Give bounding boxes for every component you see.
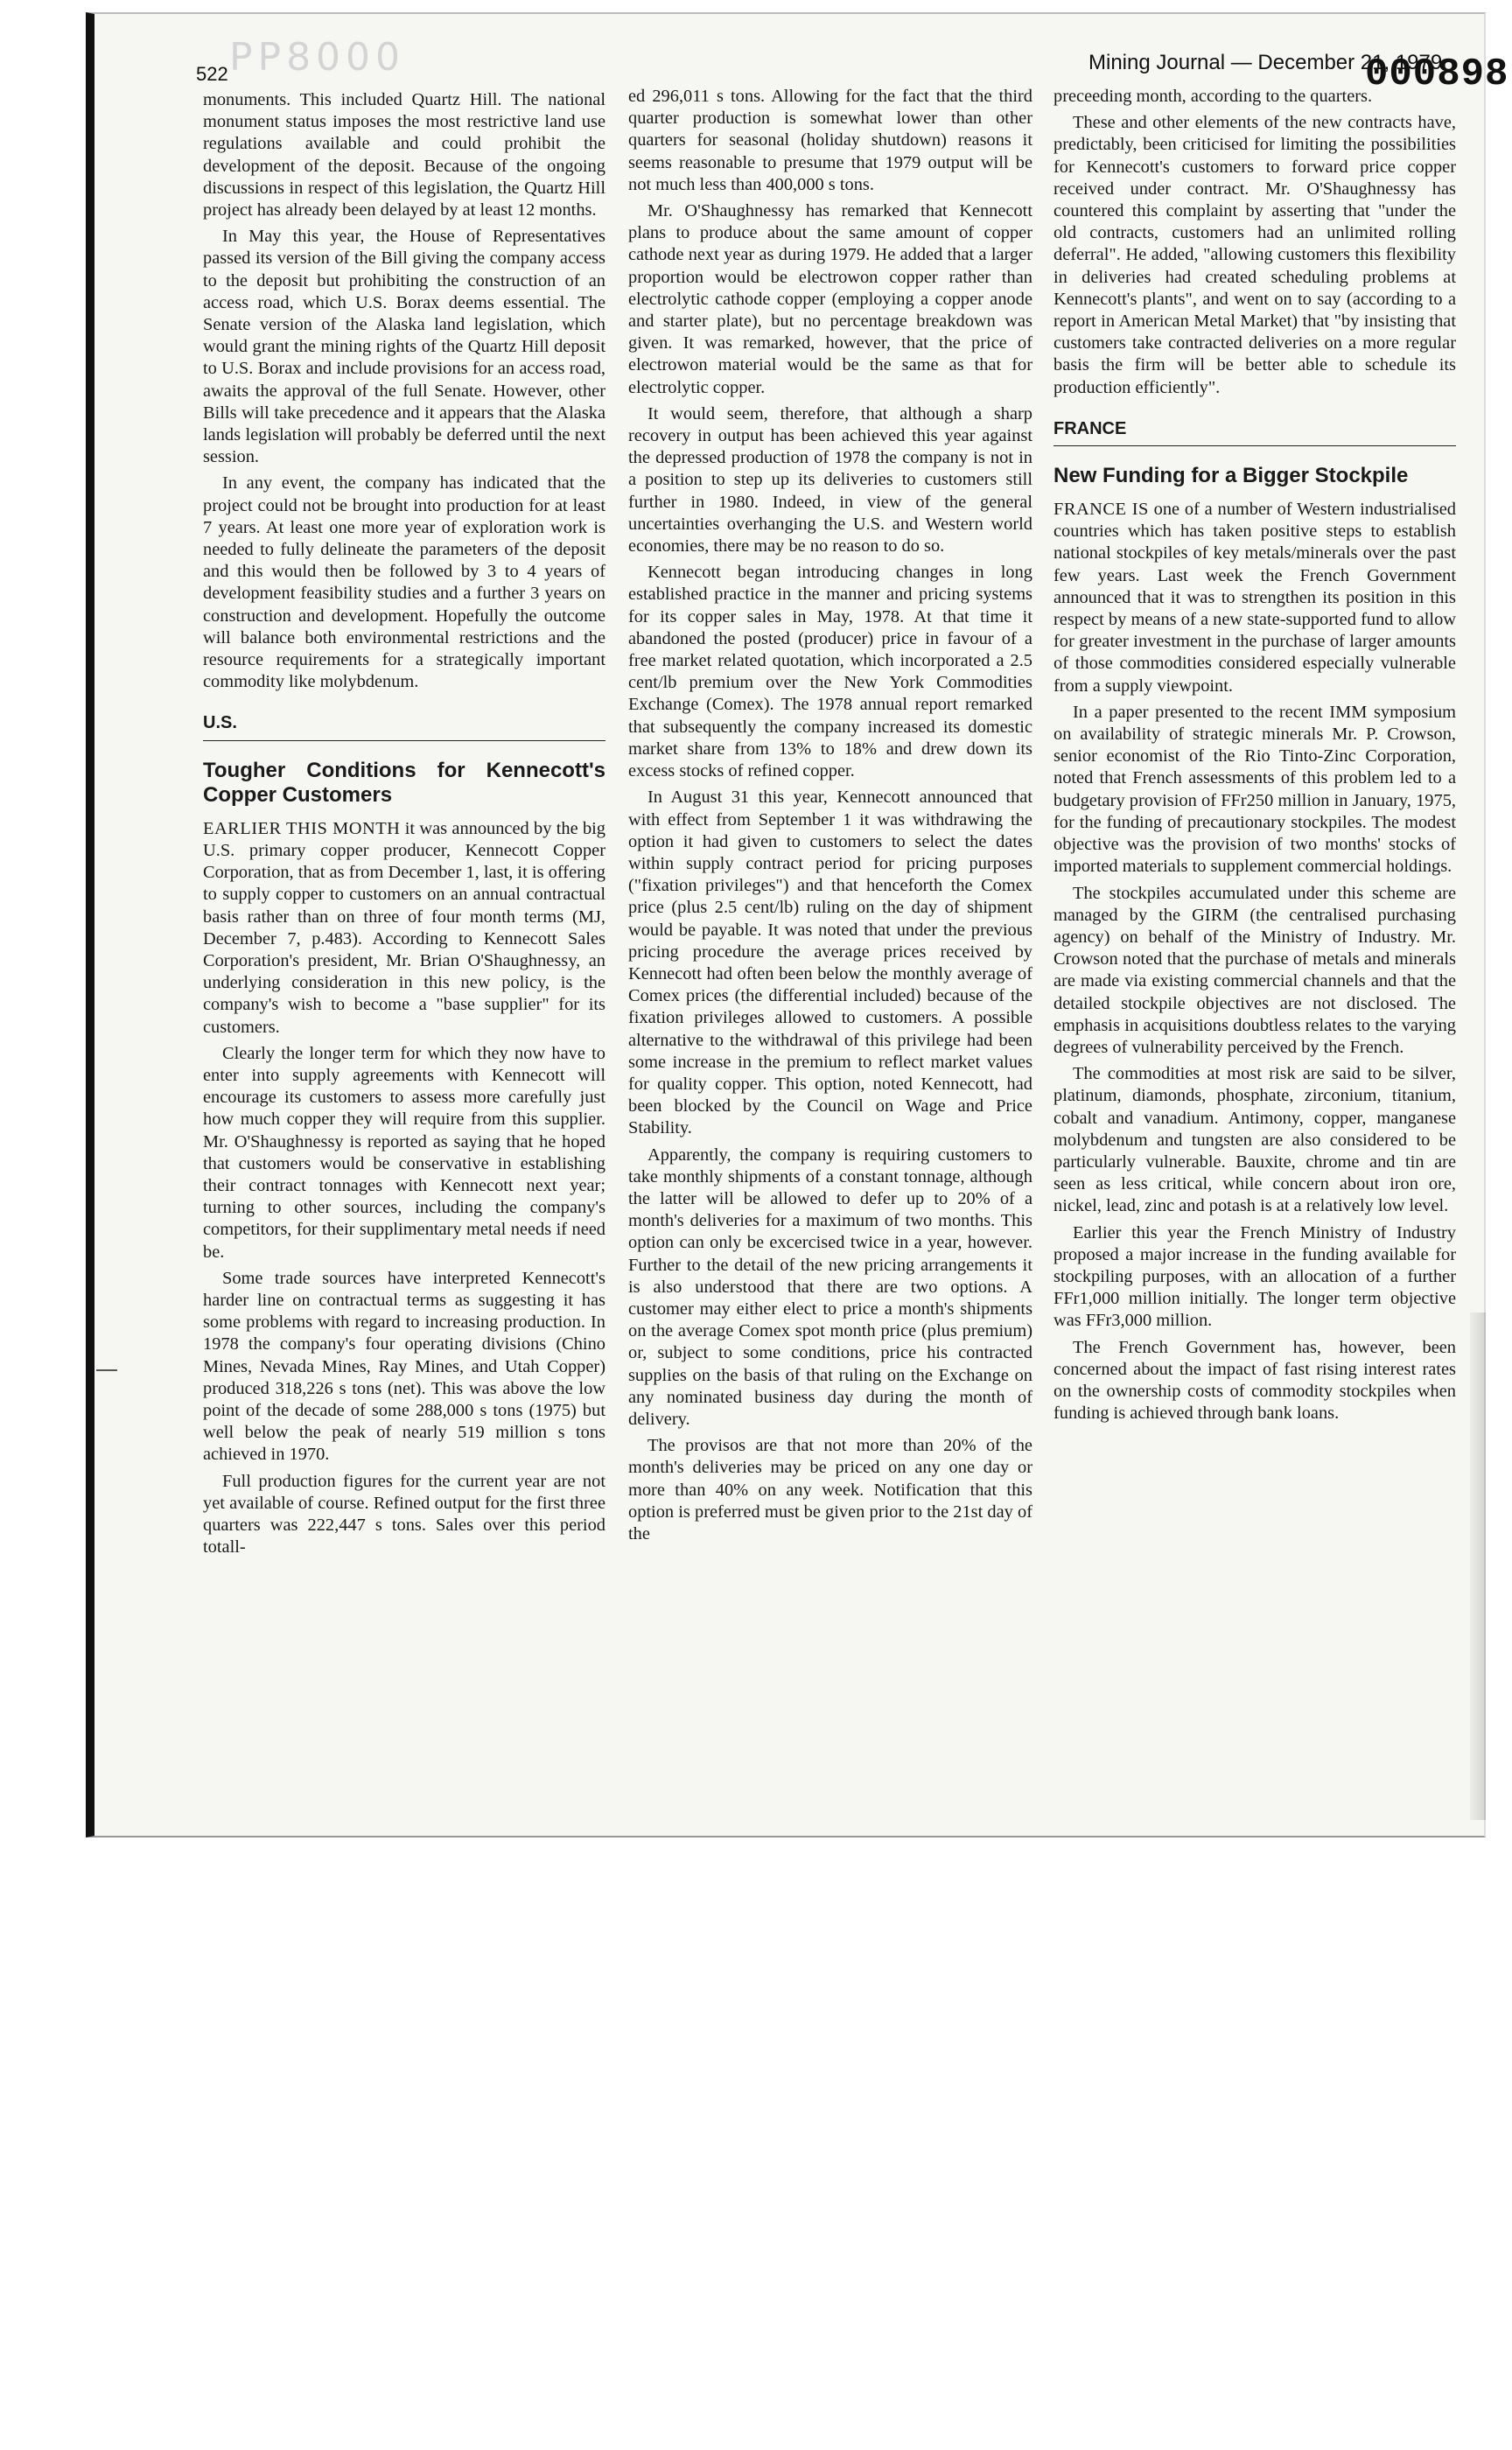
paragraph: In May this year, the House of Representatives passed its version of the Bill giving the company access to the deposit but prohibiting the construction of an access road, which U.S. Borax deems essential. The Senate version of the Alaska land legislation, which would grant the mining rights of the Quartz Hill deposit to U.S. Borax and include provisions for an access road, awaits the approval of the full Senate. However, other Bills will take precedence and it appears that the Alaska lands legislation will probably be deferred until the next session. [203,227,606,467]
paragraph: Earlier this year the French Ministry of Industry proposed a major increase in the funding available for stockpiling purposes, with an allocation of a further FFr1,000 million initially. The longer term objective was FFr3,000 million. [1054,1222,1456,1331]
paragraph: In a paper presented to the recent IMM symposium on availability of strategic minerals Mr. P. Crowson, senior economist of the Rio Tinto-Zinc Corporation, noted that French assessments of this problem led to a budgetary provision of FFr250 million in January, 1975, for the funding of precautionary stockpiles. The modest objective was the provision of two months' stocks of imported materials to supplement commercial holdings. [1054,702,1456,877]
column-2 [628,86,1032,1832]
article-headline: New Funding for a Bigger Stockpile [1054,464,1409,488]
page-number: 522 [196,63,228,85]
paragraph: Apparently, the company is requiring customers to take monthly shipments of a constant tonnage, although the latter will be allowed to defer up to 20% of a month's deliveries for a maximum of two months. This option can only be excercised twice in a year, however. Further to the detail of the new pricing arrangements it is also understood that there are two options. A customer may either elect to price a month's shipments on the average Comex spot month price (plus premium) or, subject to some conditions, price his contracted supplies on the basis of that ruling on the Exchange on any nominated business day during the month of delivery. [628,1144,1032,1429]
lead-caps: EARLIER THIS MONTH [203,818,401,838]
paragraph: In any event, the company has indicated that the project could not be brought into production for at least 7 years. At least one more year of exploration work is needed to fully delineate the parameters of the deposit and this would then be followed by 3 to 4 years of development feasibility studies and a further 3 years on construction and development. Hopefully the outcome will balance both environmental restrictions and the resource requirements for a strategically important commodity like molybdenum. [203,473,606,692]
article-headline: Tougher Conditions for Kennecott's Copper Customers [203,758,606,807]
lead-paragraph [203,818,606,1039]
document-number-stamp: 000898 [1365,52,1509,96]
section-label-us: U.S. [203,712,606,740]
paragraph: Mr. O'Shaughnessy has remarked that Kennecott plans to produce about the same amount of copper cathode next year as during 1979. He added that a larger proportion would be electrowon copper rather than electrolytic cathode copper (employing a copper anode and starter plate), but no percentage breakdown was given. It was remarked, however, that the price of electrowon material would be the same as that for electrolytic copper. [628,201,1032,397]
lead-text: it was announced by the big U.S. primary copper producer, Kennecott Copper Corporation, that as from December 1, last, it is offering to supply copper to customers on an annual contractual basis rather than on three of four month terms (MJ, December 7, p.483). According to Kennecott Sales Corporation's president, Mr. Brian O'Shaughnessy, an underlying consideration in this new policy, is the company's wish to become a "base supplier" for its customers. [203,818,606,1037]
paragraph: Kennecott began introducing changes in long established practice in the manner and pricing systems for its copper sales in May, 1978. At that time it abandoned the posted (producer) price in favour of a free market related quotation, which incorporated a 2.5 cent/lb premium over the New York Commodities Exchange (Comex). The 1978 annual report remarked that subsequently the company increased its domestic market share from 13% to 18% and drew down its excess stocks of refined copper. [628,563,1032,781]
paragraph: It would seem, therefore, that although a sharp recovery in output has been achieved this year against the depressed production of 1978 the company is not in a position to step up its deliveries to customers still further in 1980. Indeed, in view of the general uncertainties overhanging the U.S. and Western world economies, there may be no reason to do so. [628,403,1032,556]
column-1 [203,89,606,1830]
faint-stamp: PP8000 [229,35,406,80]
lead-text: one of a number of Western industrialised countries which has taken positive steps to establish national stockpiles of key metals/minerals over the past few years. Last week the French Government announced that it was to strengthen its position in this respect by means of a new state-supported fund to allow for greater investment in the purchase of larger amounts of those commodities considered especially vulnerable from a supply viewpoint. [1054,500,1456,696]
paragraph: Clearly the longer term for which they now have to enter into supply agreements with Kennecott will encourage its customers to assess more carefully just how much copper they will require from this supplier. Mr. O'Shaughnessy is reported as saying that he hoped that customers would be conservative in establishing their contract tonnages with Kennecott next year; turning to other sources, including the company's competitors, for their supplimentary metal needs if need be. [203,1043,606,1262]
paragraph: ed 296,011 s tons. Allowing for the fact that the third quarter production is somewhat lower than other quarters for seasonal (holiday shutdown) reasons it seems reasonable to presume that 1979 output will be not much less than 400,000 s tons. [628,87,1032,194]
paragraph: The stockpiles accumulated under this scheme are managed by the GIRM (the centralised purchasing agency) on behalf of the Ministry of Industry. Mr. Crowson noted that the purchase of metals and minerals are made via existing commercial channels and that the detailed stockpile objectives are not disclosed. The emphasis in acquisitions doubtless relates to the varying degrees of vulnerability perceived by the French. [1054,883,1456,1057]
lead-caps: FRANCE IS [1054,500,1149,520]
paragraph: In August 31 this year, Kennecott announced that with effect from September 1 it was withdrawing the option it had given to customers to select the dates within supply contract period for pricing purposes ("fixation privileges") and that henceforth the Comex price (plus 2.5 cent/lb) ruling on the day of shipment would be payable. It was noted that under the previous pricing procedure the average prices received by Kennecott had often been below the monthly average of Comex prices (the differential included) because of the fixation privileges allowed to customers. A possible alternative to the withdrawal of this privilege had been some increase in the premium to reflect market values for quality copper. This option, noted Kennecott, had been blocked by the Council on Wage and Price Stability. [628,788,1032,1138]
running-head: Mining Journal — December 21, 1979 [1088,51,1443,74]
column-3 [1054,86,1456,1830]
paragraph: Some trade sources have interpreted Kennecott's harder line on contractual terms as suggesting it has some problems with regard to increasing production. In 1978 the company's four operating divisions (Chino Mines, Nevada Mines, Ray Mines, and Utah Copper) produced 318,226 s tons (net). This was above the low point of the decade of some 288,000 s tons (1975) but well below the peak of nearly 519 million s tons achieved in 1970. [203,1268,606,1465]
paragraph: The French Government has, however, been concerned about the impact of fast rising interest rates on the ownership costs of commodity stockpiles when funding is achieved through bank loans. [1054,1337,1456,1424]
page-shadow [1470,1312,1486,1820]
margin-mark [96,1369,117,1371]
paragraph: monuments. This included Quartz Hill. The national monument status imposes the most restrictive land use regulations available and could prohibit the development of the deposit. Because of the ongoing discussions in respect of this legislation, the Quartz Hill project has already been delayed by at least 12 months. [203,90,606,220]
section-label-france: FRANCE [1054,418,1456,446]
paragraph: The commodities at most risk are said to be silver, platinum, diamonds, phosphate, zirconium, titanium, cobalt and vanadium. Antimony, copper, manganese molybdenum and tungsten are also considered to be particularly vulnerable. Bauxite, chrome and tin are seen as less critical, while concern about iron ore, nickel, lead, zinc and potash is at a relatively low level. [1054,1064,1456,1216]
lead-paragraph [1054,499,1456,697]
paragraph: preceeding month, according to the quarters. [1054,87,1373,106]
paragraph: These and other elements of the new contracts have, predictably, been criticised for limiting the possibilities for Kennecott's customers to forward price copper received under contract. Mr. O'Shaughnessy has countered this complaint by asserting that "under the old contracts, customers had an unlimited rolling deferral". He added, "allowing customers this flexibility in deliveries had created scheduling problems at Kennecott's plants", and went on to say (according to a report in American Metal Market) that "by insisting that customers take contracted deliveries on a more regular basis the firm will be better able to schedule its production efficiently". [1054,113,1456,397]
paragraph: Full production figures for the current year are not yet available of course. Refined output for the first three quarters was 222,447 s tons. Sales over this period totall- [203,1471,606,1558]
paragraph: The provisos are that not more than 20% of the month's deliveries may be priced on any one day or more than 40% on any week. Notification that this option is preferred must be given prior to the 21st day of the [628,1436,1032,1544]
